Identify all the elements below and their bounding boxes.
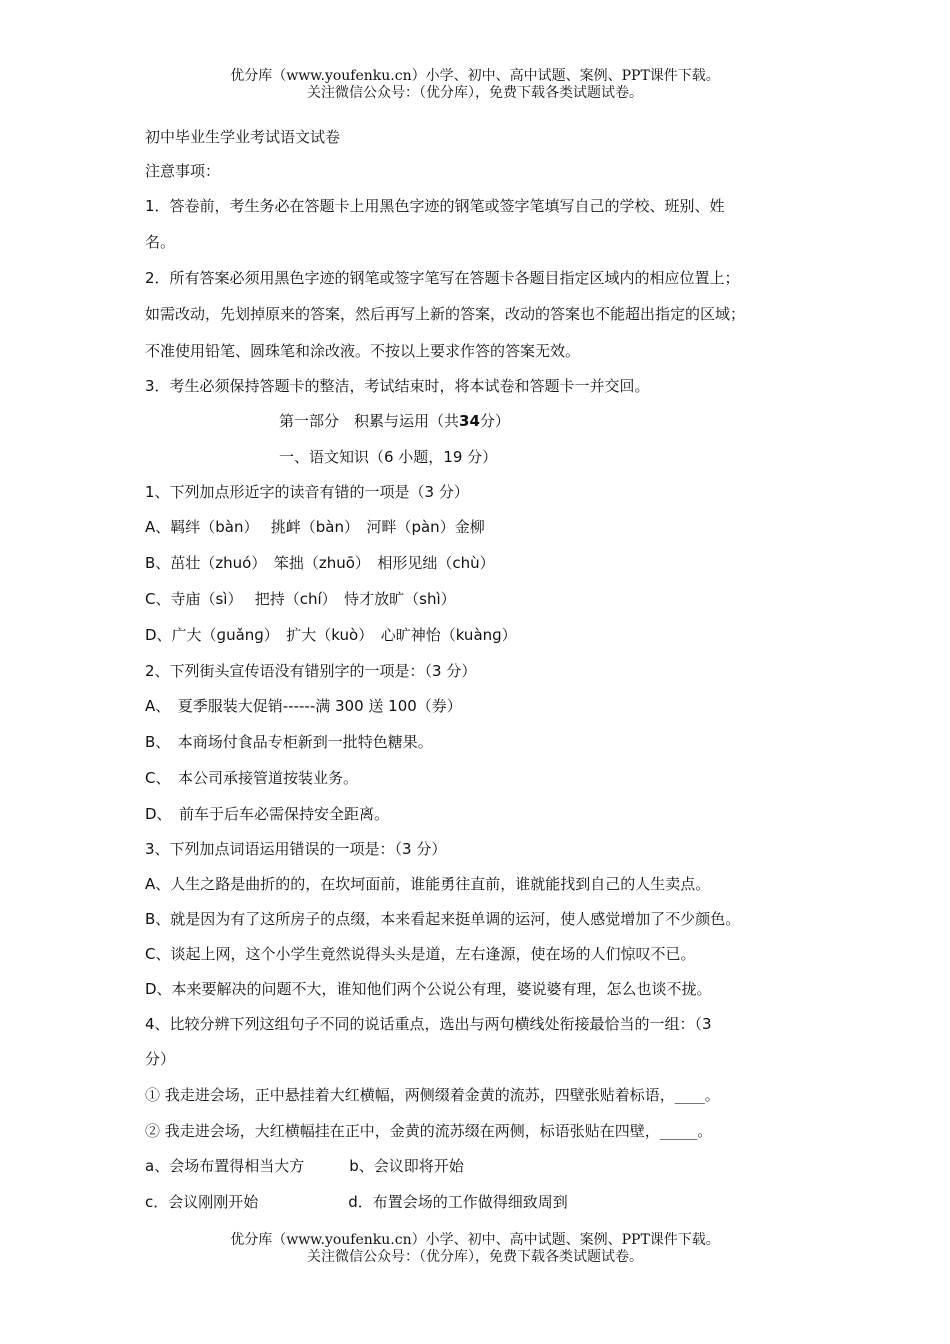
notice-item-3: 3．考生必须保持答题卡的整洁，考试结束时，将本试卷和答题卡一并交回。	[145, 377, 650, 395]
header-line-1: 优分库（www.youfenku.cn）小学、初中、高中试题、案例、PPT课件下载。	[230, 68, 720, 84]
part1-heading-pre: 第一部分 积累与运用（共	[279, 412, 460, 430]
notice-item-1a: 1．答卷前，考生务必在答题卡上用黑色字迹的钢笔或签字笔填写自己的学校、班别、姓	[145, 197, 725, 215]
q1-option-c: C、寺庙（sì） 把持（chí） 恃才放旷（shì）	[145, 590, 456, 608]
q3-option-b: B、就是因为有了这所房子的点缀，本来看起来挺单调的运河，使人感觉增加了不少颜色。	[145, 910, 741, 928]
q1-stem: 1、下列加点形近字的读音有错的一项是（3 分）	[145, 483, 469, 501]
header-line-2: 关注微信公众号：（优分库），免费下载各类试题试卷。	[307, 85, 643, 101]
q3-stem: 3、下列加点词语运用错误的一项是：（3 分）	[145, 840, 447, 858]
q2-stem: 2、下列街头宣传语没有错别字的一项是：（3 分）	[145, 662, 477, 680]
q2-option-b: B、 本商场付食品专柜新到一批特色糖果。	[145, 733, 433, 751]
notice-item-2c: 不准使用铅笔、圆珠笔和涂改液。不按以上要求作答的答案无效。	[145, 342, 581, 360]
part1-heading-post: 分）	[479, 412, 510, 430]
part1-heading	[279, 411, 510, 431]
q3-option-d: D、本来要解决的问题不大，谁知他们两个公说公有理，婆说婆有理，怎么也谈不拢。	[145, 980, 712, 998]
q3-option-a: A、人生之路是曲折的的，在坎坷面前，谁能勇往直前，谁就能找到自己的人生卖点。	[145, 875, 711, 893]
exam-title: 初中毕业生学业考试语文试卷	[145, 128, 341, 146]
notice-item-2b: 如需改动，先划掉原来的答案，然后再写上新的答案，改动的答案也不能超出指定的区域；	[145, 305, 746, 323]
q4-options-ab: a、会场布置得相当大方 b、会议即将开始	[145, 1157, 464, 1175]
q4-options-cd: c．会议刚刚开始 d．布置会场的工作做得细致周到	[145, 1193, 568, 1211]
q4-sentence-1: ① 我走进会场，正中悬挂着大红横幅，两侧缀着金黄的流苏，四壁张贴着标语，____。	[145, 1086, 720, 1104]
notice-item-1b: 名。	[145, 233, 176, 251]
q1-option-b: B、茁壮（zhuó） 笨拙（zhuō） 相形见绌（chù）	[145, 554, 495, 572]
footer-line-1: 优分库（www.youfenku.cn）小学、初中、高中试题、案例、PPT课件下载。	[230, 1232, 720, 1248]
q2-option-a: A、 夏季服装大促销------满 300 送 100（券）	[145, 697, 462, 715]
notice-item-2a: 2．所有答案必须用黑色字迹的钢笔或签字笔写在答题卡各题目指定区域内的相应位置上；	[145, 269, 740, 287]
q4-stem-b: 分）	[145, 1050, 176, 1068]
page-footer	[0, 1232, 950, 1266]
q2-option-d: D、 前车于后车必需保持安全距离。	[145, 805, 390, 823]
q1-option-a: A、羁绊（bàn） 挑衅（bàn） 河畔（pàn）金柳	[145, 518, 485, 536]
q4-stem-a: 4、比较分辨下列这组句子不同的说话重点，选出与两句横线处衔接最恰当的一组：（3	[145, 1015, 712, 1033]
notice-heading: 注意事项：	[145, 162, 221, 180]
q4-sentence-2: ② 我走进会场，大红横幅挂在正中，金黄的流苏缀在两侧，标语张贴在四壁，_____。	[145, 1122, 713, 1140]
q3-option-c: C、谈起上网，这个小学生竟然说得头头是道，左右逢源，使在场的人们惊叹不已。	[145, 945, 696, 963]
q2-option-c: C、 本公司承接管道按装业务。	[145, 769, 358, 787]
q1-option-d: D、广大（ɡuǎnɡ） 扩大（kuò） 心旷神怡（kuànɡ）	[145, 626, 517, 644]
footer-line-2: 关注微信公众号：（优分库），免费下载各类试题试卷。	[307, 1249, 643, 1265]
section-heading: 一、语文知识（6 小题，19 分）	[279, 448, 498, 466]
page-header	[0, 68, 950, 102]
part1-heading-num: 34	[459, 412, 480, 430]
